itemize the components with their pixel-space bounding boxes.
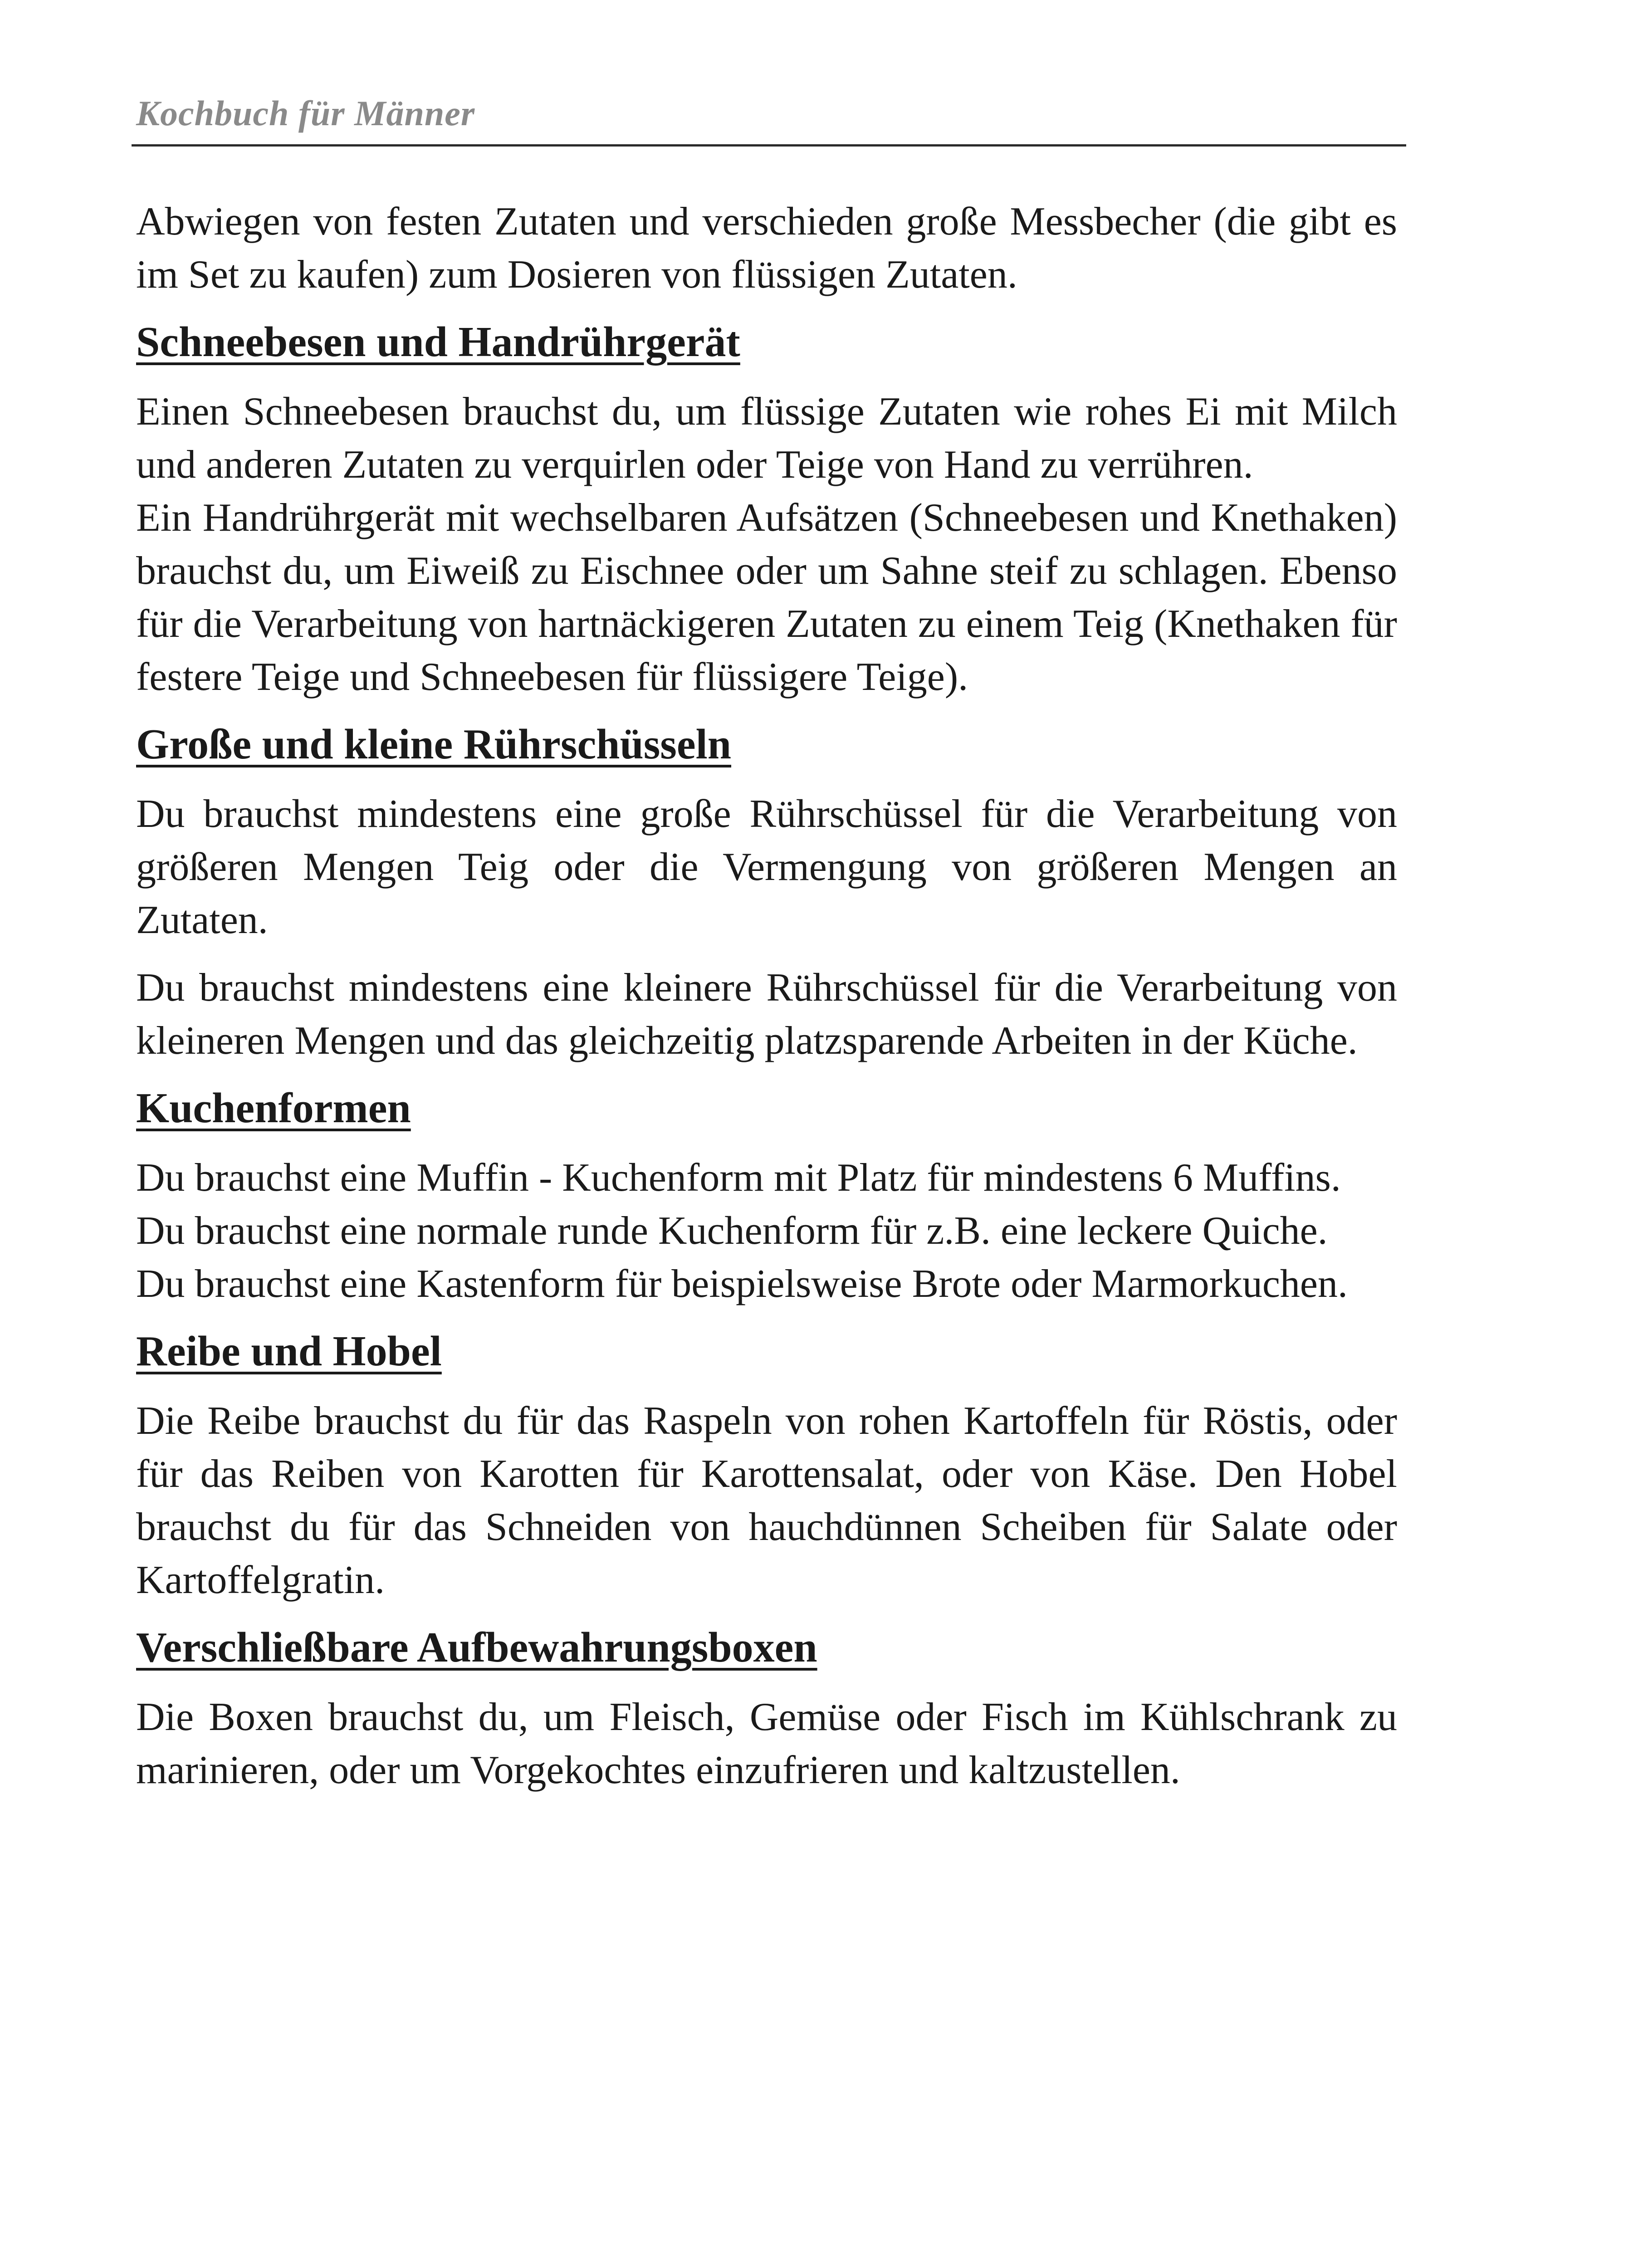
page-body (136, 195, 1397, 1811)
section-paragraph: Die Boxen brauchst du, um Fleisch, Gemüse oder Fisch im Kühlschrank zu marinieren, oder um Vorgekochtes einzufrieren und kaltzustellen. (136, 1695, 1397, 1792)
section-paragraph: Ein Handrührgerät mit wechselbaren Aufsätzen (Schneebesen und Knethaken) brauchst du, um Eiweiß zu Eischnee oder um Sahne steif zu schlagen. Ebenso für die Verarbeitung von hartnäckigeren Zutaten zu einem Teig (Knethaken für festere Teige und Schneebesen für flüssigere Teige). (136, 496, 1397, 699)
section-heading-ruehrschuesseln: Große und kleine Rührschüsseln (136, 721, 732, 768)
section-paragraph: Du brauchst eine Kastenform für beispielsweise Brote oder Marmorkuchen. (136, 1262, 1348, 1306)
running-head-title: Kochbuch für Männer (136, 93, 475, 133)
header-divider (132, 144, 1406, 147)
section-paragraph: Du brauchst mindestens eine kleinere Rührschüssel für die Verarbeitung von kleineren Mengen und das gleichzeitig platzsparende Arbeiten in der Küche. (136, 966, 1397, 1063)
section-paragraph: Du brauchst eine normale runde Kuchenform für z.B. eine leckere Quiche. (136, 1209, 1328, 1253)
section-heading-reibe-hobel: Reibe und Hobel (136, 1328, 442, 1375)
section-paragraph: Du brauchst mindestens eine große Rührschüssel für die Verarbeitung von größeren Mengen Teig oder die Vermengung von größeren Mengen an Zutaten. (136, 792, 1397, 942)
section-heading-aufbewahrungsboxen: Verschließbare Aufbewahrungsboxen (136, 1624, 817, 1671)
intro-paragraph: Abwiegen von festen Zutaten und verschieden große Messbecher (die gibt es im Set zu kaufen) zum Dosieren von flüssigen Zutaten. (136, 200, 1397, 297)
section-paragraph: Du brauchst eine Muffin - Kuchenform mit Platz für mindestens 6 Muffins. (136, 1156, 1341, 1200)
section-paragraph: Einen Schneebesen brauchst du, um flüssige Zutaten wie rohes Ei mit Milch und anderen Zutaten zu verquirlen oder Teige von Hand zu verrühren. (136, 390, 1397, 487)
section-heading-kuchenformen: Kuchenformen (136, 1085, 411, 1132)
section-heading-schneebesen: Schneebesen und Handrührgerät (136, 318, 740, 366)
section-paragraph: Die Reibe brauchst du für das Raspeln von rohen Kartoffeln für Röstis, oder für das Reiben von Karotten für Karottensalat, oder von Käse. Den Hobel brauchst du für das Schneiden von hauchdünnen Scheiben für Salate oder Kartoffelgratin. (136, 1399, 1397, 1602)
